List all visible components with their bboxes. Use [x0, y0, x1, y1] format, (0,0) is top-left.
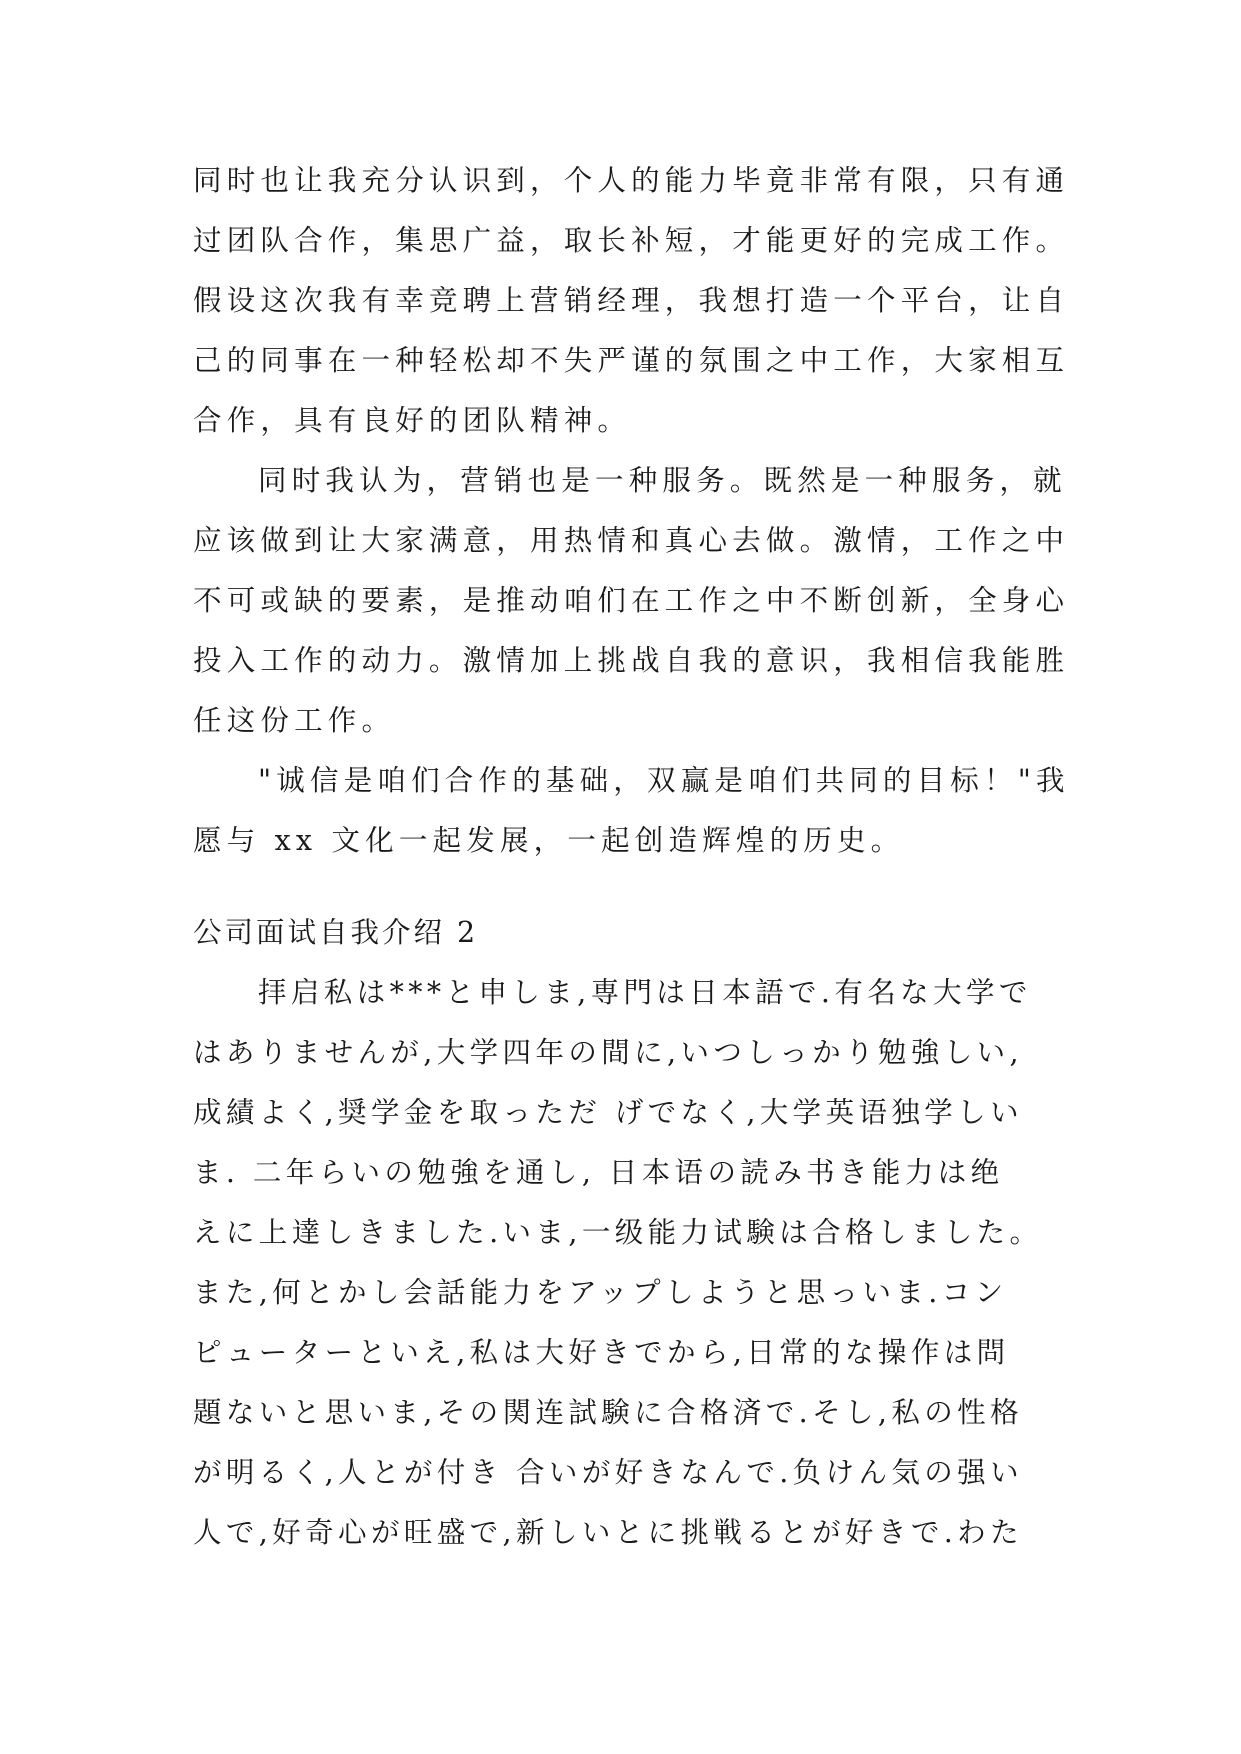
paragraph-line: 同时也让我充分认识到，个人的能力毕竟非常有限，只有通: [193, 164, 1070, 197]
section-heading-block: [193, 903, 1073, 963]
paragraph-line: 过团队合作，集思广益，取长补短，才能更好的完成工作。: [193, 224, 1070, 257]
paragraph-line: 同时我认为，营销也是一种服务。既然是一种服务，就: [258, 464, 1067, 497]
paragraph-line: 拝启私は***と申しま,専門は日本語で.有名な大学で: [258, 976, 1032, 1009]
paragraph-line: えに上達しきました.いま,一级能力试験は合格しました。: [193, 1216, 1043, 1249]
paragraph-line: ピューターといえ,私は大好きでから,日常的な操作は問: [193, 1336, 1010, 1369]
paragraph-line: 己的同事在一种轻松却不失严谨的氛围之中工作，大家相互: [193, 344, 1070, 377]
paragraph-line: 假设这次我有幸竞聘上营销经理，我想打造一个平台，让自: [193, 284, 1070, 317]
paragraph-line: 成績よく,奨学金を取っただ げでなく,大学英语独学しい: [193, 1096, 1023, 1129]
body-section-2: [193, 963, 1073, 1563]
body-section-1: [193, 151, 1073, 871]
paragraph-line: "诚信是咱们合作的基础，双赢是咱们共同的目标！"我: [258, 764, 1070, 797]
paragraph-line: ま. 二年らいの勉強を通し, 日本语の読み书き能力は绝: [193, 1156, 1004, 1189]
paragraph-line: 任这份工作。: [193, 704, 396, 737]
paragraph-line: 題ないと思いま,その関连試験に合格済で.そし,私の性格: [193, 1396, 1023, 1429]
paragraph-line: 投入工作的动力。激情加上挑战自我的意识，我相信我能胜: [193, 644, 1070, 677]
paragraph-line: はありませんが,大学四年の間に,いつしっかり勉強しい,: [193, 1036, 1023, 1069]
paragraph-line: 应该做到让大家满意，用热情和真心去做。激情，工作之中: [193, 524, 1070, 557]
paragraph-line: 愿与 xx 文化一起发展，一起创造辉煌的历史。: [193, 824, 905, 857]
paragraph-line: 合作，具有良好的团队精神。: [193, 404, 632, 437]
paragraph-line: また,何とかし会話能力をアップしようと思っいま.コン: [193, 1276, 1008, 1309]
section-heading: 公司面试自我介绍 2: [193, 916, 479, 949]
paragraph-line: 不可或缺的要素，是推动咱们在工作之中不断创新，全身心: [193, 584, 1070, 617]
paragraph-line: が明るく,人とが付き 合いが好きなんで.负けん気の强い: [193, 1456, 1023, 1489]
paragraph-line: 人で,好奇心が旺盛で,新しいとに挑戦るとが好きで.わた: [193, 1516, 1023, 1549]
